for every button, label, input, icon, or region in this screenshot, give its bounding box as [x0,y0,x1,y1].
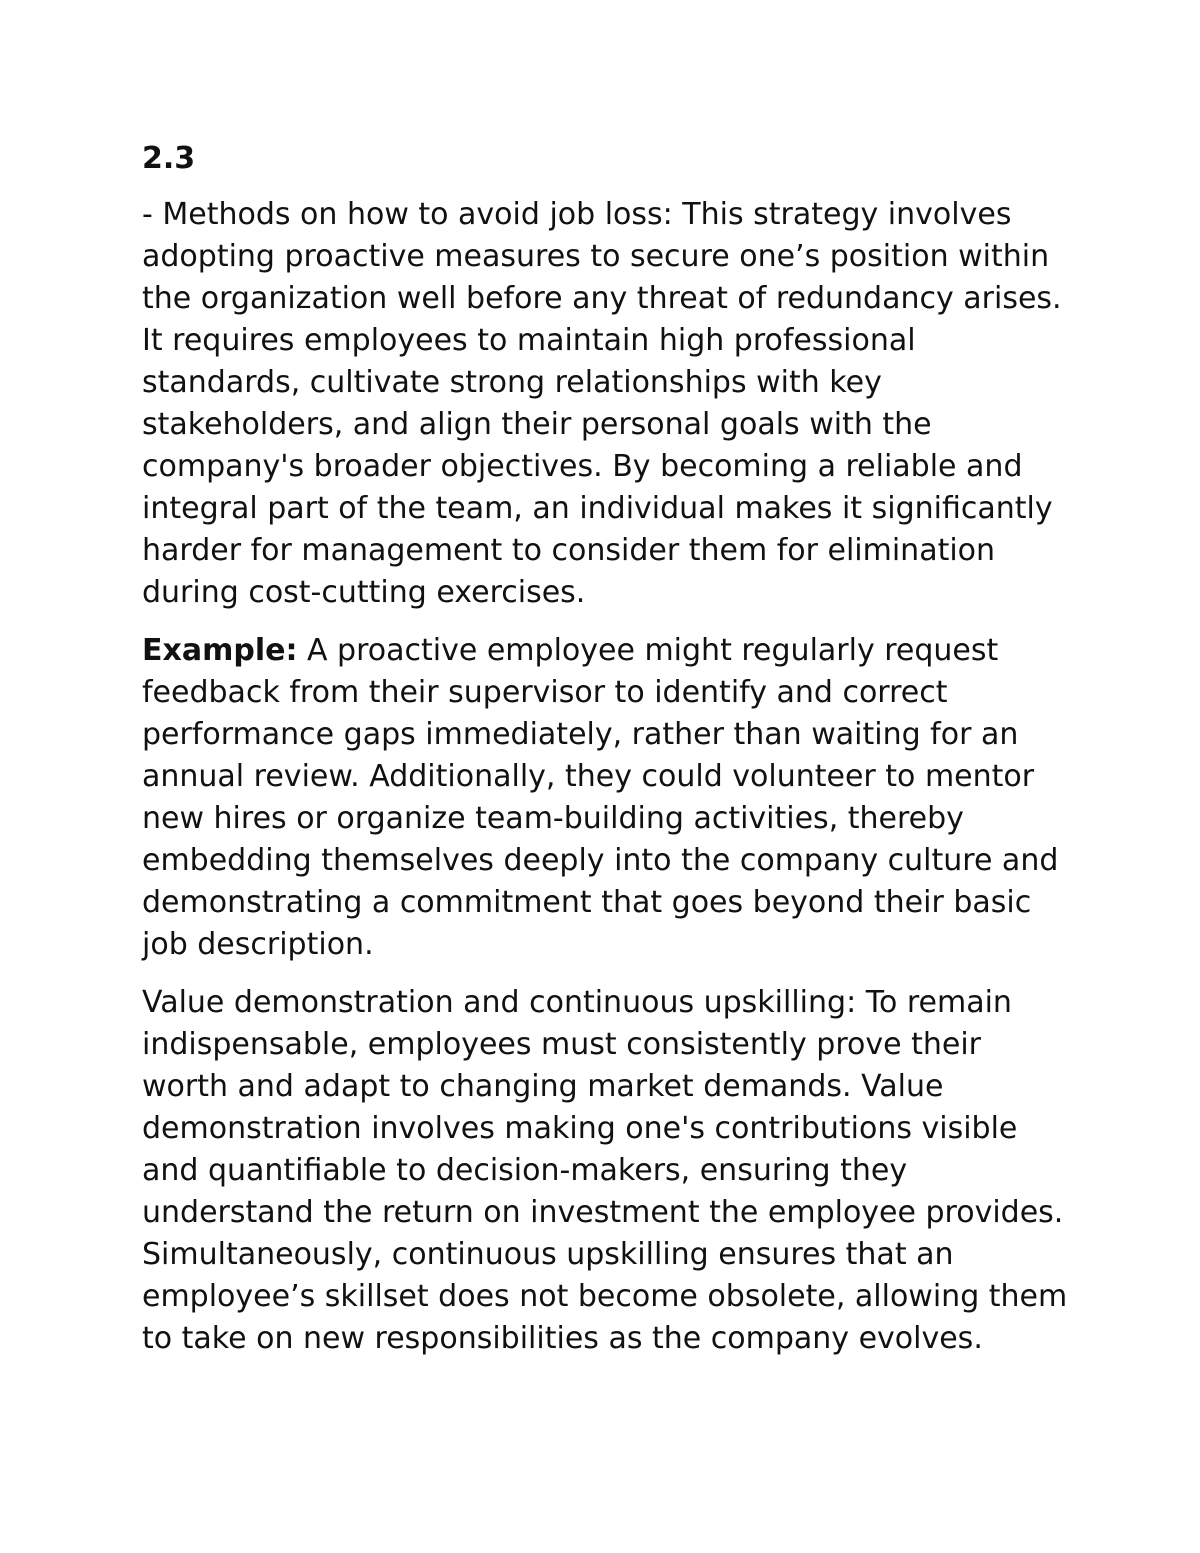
example-label: Example: [142,633,298,668]
paragraph-value-demonstration: Value demonstration and continuous upskilling: To remain indispensable, employees must consistently prove their worth and adapt to changing market demands. Value demonstration involves making one's contributions visible and quantifiable to decision-makers, ensuring they understand the return on investment the employee provides. Simultaneously, continuous upskilling ensures that an employee’s skillset does not become obsolete, allowing them to take on new responsibilities as the company evolves. [142,985,1068,1356]
document-page [142,138,1072,1376]
paragraph-methods: - Methods on how to avoid job loss: This strategy involves adopting proactive measures to secure one’s position within the organization well before any threat of redundancy arises. It requires employees to maintain high professional standards, cultivate strong relationships with key stakeholders, and align their personal goals with the company's broader objectives. By becoming a reliable and integral part of the team, an individual makes it significantly harder for management to consider them for elimination during cost-cutting exercises. [142,197,1062,610]
paragraph-example [142,630,1072,966]
example-text: A proactive employee might regularly request feedback from their supervisor to identify and correct performance gaps immediately, rather than waiting for an annual review. Additionally, they could volunteer to mentor new hires or organize team-building activities, thereby embedding themselves deeply into the company culture and demonstrating a commitment that goes beyond their basic job description. [142,633,1059,962]
section-heading: 2.3 [142,141,196,176]
